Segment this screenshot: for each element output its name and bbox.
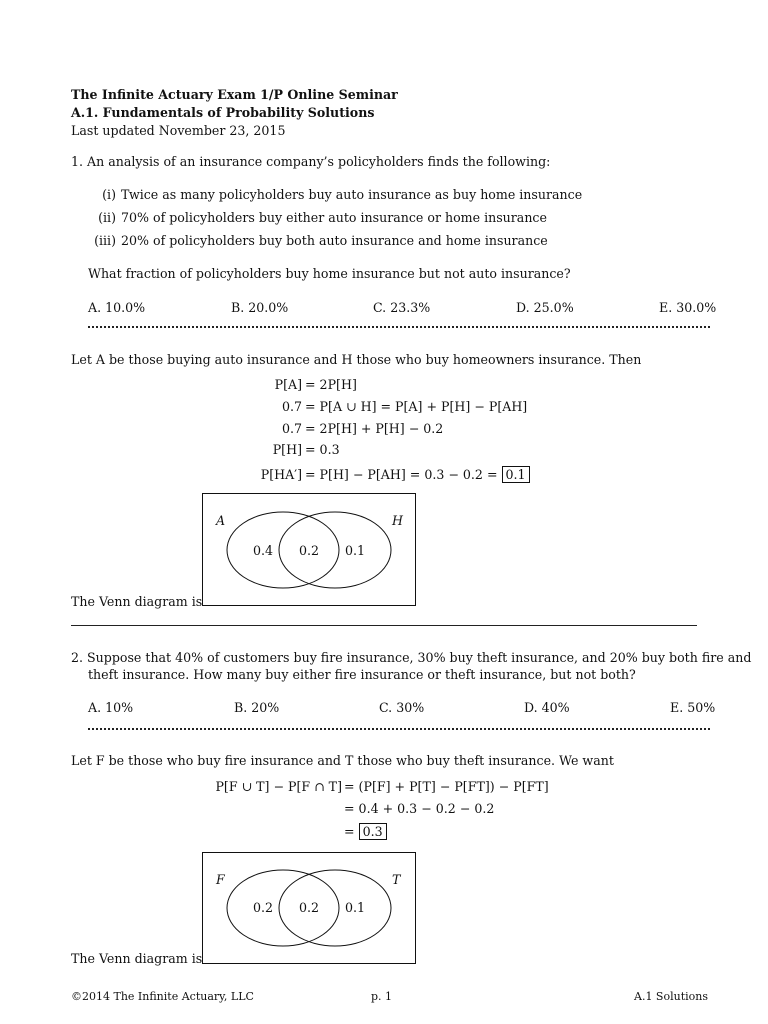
q1-choice-e: E. 30.0% bbox=[659, 300, 717, 315]
q2-venn-both: 0.2 bbox=[299, 900, 320, 915]
q1-solution-intro: Let A be those buying auto insurance and H those who buy homeowners insurance. Then bbox=[71, 352, 642, 367]
q2-choice-e: E. 50% bbox=[670, 700, 716, 715]
q1-eq-lhs: P[HA′] bbox=[260, 467, 302, 482]
q2-venn-right-circle bbox=[279, 870, 391, 946]
q1-venn-set-left: A bbox=[216, 513, 226, 528]
q2-choice-c: C. 30% bbox=[379, 700, 425, 715]
q1-venn-right-only: 0.1 bbox=[345, 543, 366, 558]
q1-venn-left-circle bbox=[227, 512, 339, 588]
q1-item-text: Twice as many policyholders buy auto insurance as buy home insurance bbox=[121, 187, 583, 202]
q2-stem-line1: 2. Suppose that 40% of customers buy fire insurance, 30% buy theft insurance, and 20% buy both fire and bbox=[71, 650, 752, 665]
q1-item-num: (ii) bbox=[98, 210, 116, 225]
footer-page-number: p. 1 bbox=[371, 990, 393, 1003]
q1-question: What fraction of policyholders buy home insurance but not auto insurance? bbox=[88, 266, 571, 281]
q1-eq-rhs: = 2P[H] bbox=[305, 377, 357, 392]
q2-venn-left-circle bbox=[227, 870, 339, 946]
q1-answer-divider bbox=[88, 326, 710, 328]
q2-stem-line2: theft insurance. How many buy either fire insurance or theft insurance, but not both? bbox=[88, 667, 636, 682]
q1-item-num: (iii) bbox=[94, 233, 116, 248]
q1-venn-set-right: H bbox=[392, 513, 403, 528]
q1-eq-lhs: 0.7 bbox=[281, 399, 302, 414]
section-divider bbox=[71, 625, 697, 626]
q2-venn-label: The Venn diagram is bbox=[71, 951, 203, 966]
q1-eq-lhs: P[H] bbox=[272, 442, 302, 457]
q1-eq-lhs: 0.7 bbox=[281, 421, 302, 436]
q2-eq-rhs-final bbox=[344, 824, 387, 839]
q1-eq-rhs: = 2P[H] + P[H] − 0.2 bbox=[305, 421, 444, 436]
q1-venn-both: 0.2 bbox=[299, 543, 320, 558]
q1-stem: 1. An analysis of an insurance company’s policyholders finds the following: bbox=[71, 154, 551, 169]
document-title: The Infinite Actuary Exam 1/P Online Seminar bbox=[71, 87, 398, 102]
q2-boxed-answer: 0.3 bbox=[359, 823, 387, 840]
q2-venn-right-only: 0.1 bbox=[345, 900, 366, 915]
q2-choice-a: A. 10% bbox=[88, 700, 134, 715]
document-subtitle: A.1. Fundamentals of Probability Solutions bbox=[71, 105, 375, 120]
footer-section: A.1 Solutions bbox=[634, 990, 708, 1003]
q1-item-text: 20% of policyholders buy both auto insurance and home insurance bbox=[121, 233, 548, 248]
q2-venn-set-left: F bbox=[216, 872, 225, 887]
q1-choice-d: D. 25.0% bbox=[516, 300, 574, 315]
q2-eq-rhs: = (P[F] + P[T] − P[FT]) − P[FT] bbox=[344, 779, 549, 794]
q1-eq-rhs-final bbox=[305, 467, 530, 482]
q2-eq-rhs: = bbox=[344, 824, 355, 839]
q2-answer-divider bbox=[88, 728, 710, 730]
q1-eq-lhs: P[A] bbox=[274, 377, 302, 392]
q2-choice-b: B. 20% bbox=[234, 700, 280, 715]
q2-venn-left-only: 0.2 bbox=[253, 900, 274, 915]
q1-boxed-answer: 0.1 bbox=[502, 466, 530, 483]
q2-venn-set-right: T bbox=[392, 872, 401, 887]
q1-venn-label: The Venn diagram is bbox=[71, 594, 203, 609]
q1-choice-a: A. 10.0% bbox=[88, 300, 146, 315]
q1-eq-rhs: = P[H] − P[AH] = 0.3 − 0.2 = bbox=[305, 467, 498, 482]
q2-venn-diagram bbox=[202, 852, 416, 964]
q1-choice-c: C. 23.3% bbox=[373, 300, 431, 315]
last-updated: Last updated November 23, 2015 bbox=[71, 123, 286, 138]
q1-venn-left-only: 0.4 bbox=[253, 543, 274, 558]
q1-venn-diagram bbox=[202, 493, 416, 606]
footer-copyright: ©2014 The Infinite Actuary, LLC bbox=[71, 990, 254, 1003]
q1-choice-b: B. 20.0% bbox=[231, 300, 289, 315]
q2-solution-intro: Let F be those who buy fire insurance and T those who buy theft insurance. We want bbox=[71, 753, 614, 768]
q2-eq-lhs: P[F ∪ T] − P[F ∩ T] bbox=[215, 779, 342, 794]
q1-item-text: 70% of policyholders buy either auto insurance or home insurance bbox=[121, 210, 547, 225]
q2-eq-rhs: = 0.4 + 0.3 − 0.2 − 0.2 bbox=[344, 801, 495, 816]
q2-choice-d: D. 40% bbox=[524, 700, 570, 715]
q1-eq-rhs: = P[A ∪ H] = P[A] + P[H] − P[AH] bbox=[305, 399, 528, 414]
q1-item-num: (i) bbox=[102, 187, 116, 202]
q1-eq-rhs: = 0.3 bbox=[305, 442, 340, 457]
q1-venn-right-circle bbox=[279, 512, 391, 588]
